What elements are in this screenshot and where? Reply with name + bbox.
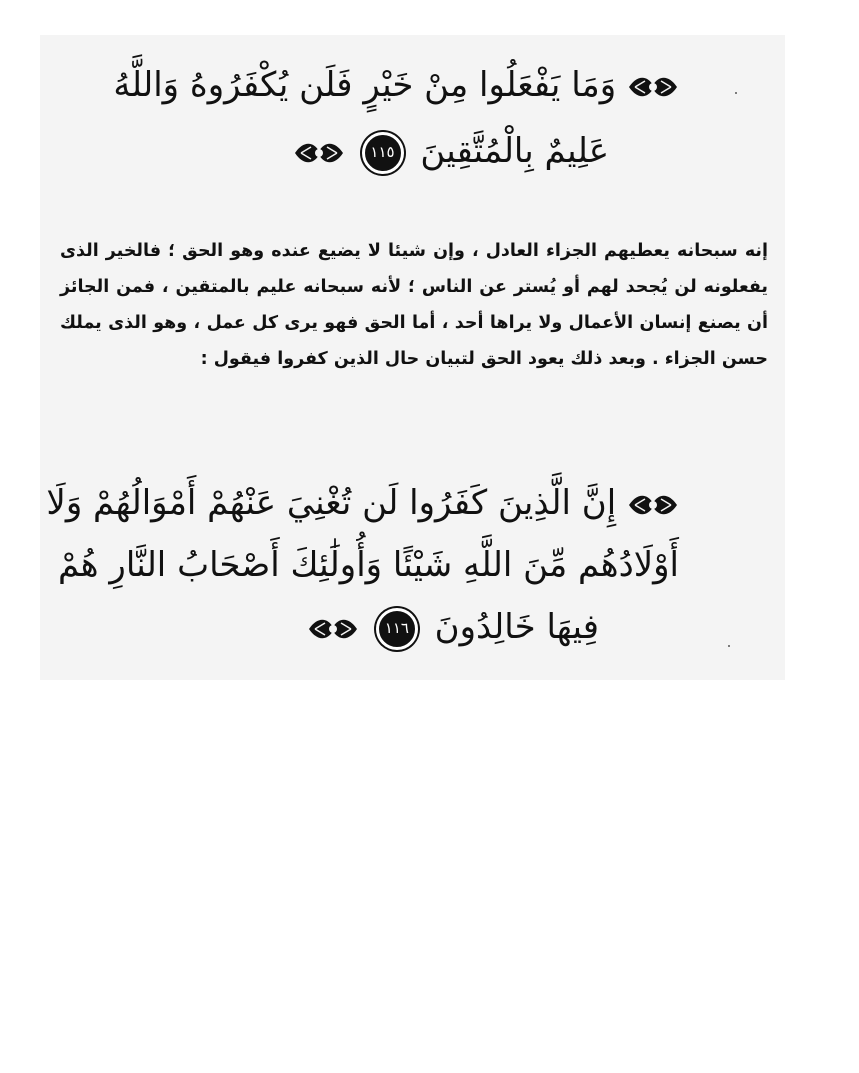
verse-open-ornament-icon	[627, 489, 679, 521]
scan-speck	[728, 645, 730, 647]
ayah-number-115: ١١٥	[362, 132, 404, 174]
verse-115-line-1	[113, 62, 679, 108]
verse-116-text-2: أَوْلَادُهُم مِّنَ اللَّهِ شَيْئًا وَأُولَٰئِكَ أَصْحَابُ النَّارِ هُمْ	[58, 545, 679, 585]
verse-116-line-3	[307, 604, 599, 650]
verse-close-ornament-icon	[293, 137, 345, 169]
verse-116-line-1	[46, 480, 679, 526]
verse-open-ornament-icon	[627, 71, 679, 103]
ayah-number-116: ١١٦	[376, 608, 418, 650]
verse-115-text-1: وَمَا يَفْعَلُوا مِنْ خَيْرٍ فَلَن يُكْفَرُوهُ وَاللَّهُ	[113, 65, 617, 105]
verse-115-text-2: عَلِيمٌ بِالْمُتَّقِينَ	[420, 131, 609, 171]
verse-close-ornament-icon	[307, 613, 359, 645]
verse-116-text-1: إِنَّ الَّذِينَ كَفَرُوا لَن تُغْنِيَ عَنْهُمْ أَمْوَالُهُمْ وَلَا	[46, 483, 617, 523]
verse-116-line-2	[58, 542, 679, 588]
scan-speck	[735, 92, 737, 94]
verse-116-text-3: فِيهَا خَالِدُونَ	[434, 607, 599, 647]
verse-115-line-2	[293, 128, 609, 174]
commentary-paragraph: إنه سبحانه يعطيهم الجزاء العادل ، وإن شيئا لا يضيع عنده وهو الحق ؛ فالخير الذى يفعلونه لن يُجحد لهم أو يُستر عن الناس ؛ لأنه سبحانه عليم بالمتقين ، فمن الجائز أن يصنع إنسان الأعمال ولا يراها أحد ، أما الحق فهو يرى كل عمل ، وهو الذى يملك حسن الجزاء . وبعد ذلك يعود الحق لتبيان حال الذين كفروا فيقول :	[60, 241, 768, 369]
